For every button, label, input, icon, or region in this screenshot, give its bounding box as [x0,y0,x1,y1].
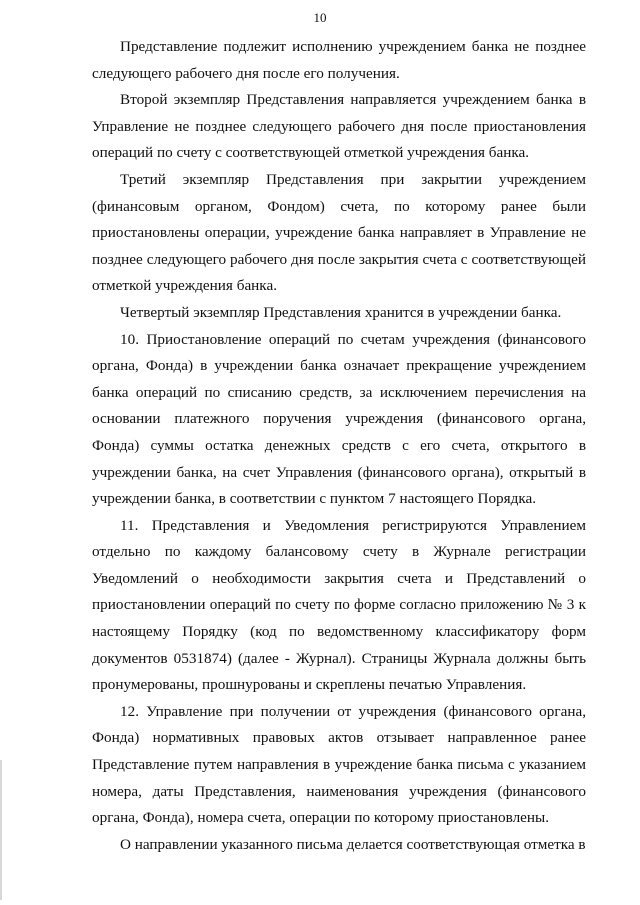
paragraph-section-10: 10. Приостановление операций по счетам учреждения (финансового органа, Фонда) в учреждении банка означает прекращение учреждением банка операций по списанию средств, за исключением перечисления на основании платежного поручения учреждения (финансового органа, Фонда) суммы остатка денежных средств с его счета, открытого в учреждении банка, на счет Управления (финансового органа), открытый в учреждении банка, в соответствии с пунктом 7 настоящего Порядка. [92,330,586,508]
paragraph: Второй экземпляр Представления направляется учреждением банка в Управление не позднее следующего рабочего дня после приостановления операций по счету с соответствующей отметкой учреждения банка. [92,91,586,162]
paragraph: Представление подлежит исполнению учреждением банка не позднее следующего рабочего дня после его получения. [92,38,586,82]
document-body [92,34,586,858]
paragraph: О направлении указанного письма делается соответствующая отметка в [120,835,586,853]
paragraph: Четвертый экземпляр Представления хранится в учреждении банка. [120,303,562,321]
paragraph: Третий экземпляр Представления при закрытии учреждением (финансовым органом, Фондом) счета, по которому ранее были приостановлены операции, учреждение банка направляет в Управление не позднее следующего рабочего дня после закрытия счета с соответствующей отметкой учреждения банка. [92,170,586,295]
paragraph-section-12: 12. Управление при получении от учреждения (финансового органа, Фонда) нормативных правовых актов отзывает направленное ранее Представление путем направления в учреждение банка письма с указанием номера, даты Представления, наименования учреждения (финансового органа, Фонда), номера счета, операции по которому приостановлены. [92,702,586,827]
scan-edge-mark [0,760,2,900]
page-number: 10 [313,10,327,25]
paragraph-section-11: 11. Представления и Уведомления регистрируются Управлением отдельно по каждому балансовому счету в Журнале регистрации Уведомлений о необходимости закрытия счета и Представлений о приостановлении операций по счету по форме согласно приложению № 3 к настоящему Порядку (код по ведомственному классификатору форм документов 0531874) (далее - Журнал). Страницы Журнала должны быть пронумерованы, прошнурованы и скреплены печатью Управления. [92,516,586,694]
